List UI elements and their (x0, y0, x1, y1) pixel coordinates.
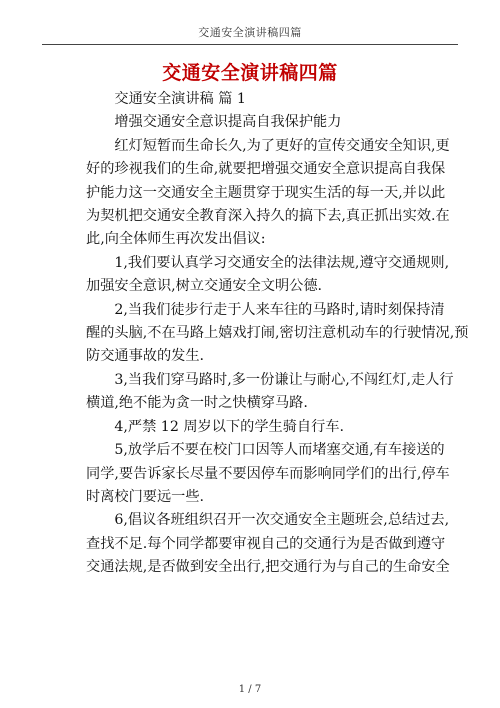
paragraph-line: 红灯短暂而生命长久,为了更好的宣传交通安全知识,更 (114, 137, 450, 154)
paragraph (86, 369, 454, 416)
paragraphs (86, 135, 469, 580)
paragraph-line: 2,当我们徒步行走于人来车往的马路时,请时刻保持清 (114, 301, 445, 318)
document-body (86, 88, 469, 580)
paragraph-line: 为契机把交通安全教育深入持久的搞下去,真正抓出实效.在 (86, 208, 450, 225)
section-heading: 增强交通安全意识提高自我保护能力 (114, 114, 342, 131)
paragraph-line: 好的珍视我们的生命,就要把增强交通安全意识提高自我保 (86, 161, 446, 178)
paragraph-line: 查找不足.每个同学都要审视自己的交通行为是否做到遵守 (86, 535, 446, 552)
paragraph (86, 439, 450, 509)
paragraph-line: 3,当我们穿马路时,多一份谦让与耐心,不闯红灯,走人行 (114, 371, 454, 388)
document-title: 交通安全演讲稿四篇 (162, 62, 338, 84)
paragraph-line: 横道,绝不能为贪一时之快横穿马路. (86, 395, 308, 412)
paragraph-line: 此,向全体师生再次发出倡议: (86, 231, 266, 248)
paragraph-line: 5,放学后不要在校门口因等人而堵塞交通,有车接送的 (114, 442, 445, 459)
paragraph-line: 同学,要告诉家长尽量不要因停车而影响同学们的出行,停车 (86, 465, 450, 482)
paragraph-line: 6,倡议各班组织召开一次交通安全主题班会,总结过去, (114, 512, 450, 529)
page-header: 交通安全演讲稿四篇 (198, 26, 302, 39)
paragraph-line: 防交通事故的发生. (86, 348, 205, 365)
paragraph (86, 299, 469, 369)
paragraph (86, 252, 450, 299)
paragraph-line: 护能力这一交通安全主题贯穿于现实生活的每一天,并以此 (86, 184, 446, 201)
paragraph-line: 交通法规,是否做到安全出行,把交通行为与自己的生命安全 (86, 559, 450, 576)
paragraph-line: 时离校门要远一些. (86, 488, 205, 505)
paragraph-line: 1,我们要认真学习交通安全的法律法规,遵守交通规则, (114, 254, 450, 271)
paragraph (86, 416, 430, 439)
paragraph-line: 加强安全意识,树立交通安全文明公德. (86, 278, 323, 295)
subtitle: 交通安全演讲稿 篇 1 (114, 91, 246, 107)
header-rule (42, 44, 458, 45)
paragraph-line: 4,严禁 12 周岁以下的学生骑自行车. (114, 418, 344, 435)
page-number: 1 / 7 (238, 684, 262, 695)
paragraph-line: 醒的头脑,不在马路上嬉戏打闹,密切注意机动车的行驶情况,预 (86, 325, 469, 342)
paragraph (86, 135, 450, 252)
paragraph (86, 509, 450, 579)
